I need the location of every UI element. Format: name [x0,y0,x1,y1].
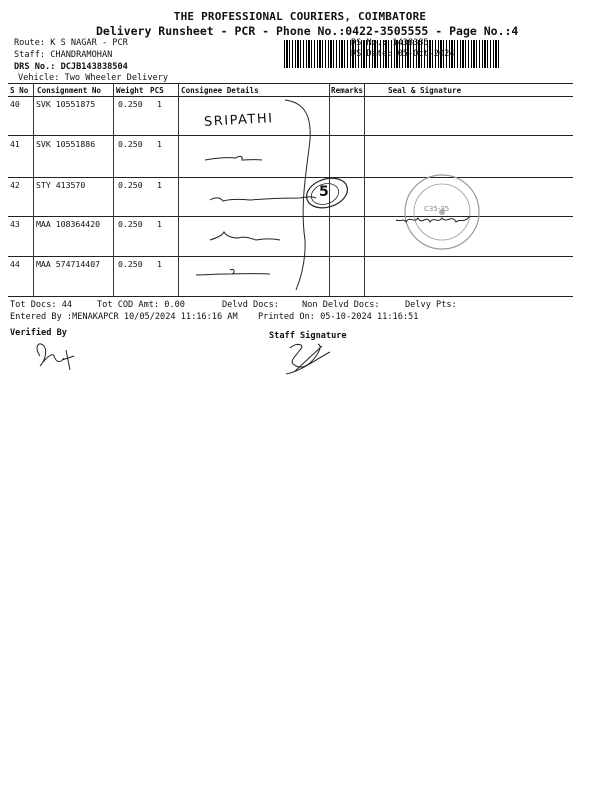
total-docs: Tot Docs: 44 [10,300,73,310]
staff-label: Staff: CHANDRAMOHAN [14,50,113,60]
printed-on: Printed On: 05-10-2024 11:16:51 [258,312,419,322]
company-title: THE PROFESSIONAL COURIERS, COIMBATORE [173,10,427,23]
handwritten-consignee-name: SRIPATHI [203,111,274,130]
row-pcs: 1 [157,259,162,269]
row-weight: 0.250 [118,180,143,190]
verified-by-label: Verified By [10,328,67,338]
row-consignment: MAA 574714407 [36,259,101,269]
row-pcs: 1 [157,180,162,190]
rs-number: RS No.: 1438385 [351,38,429,48]
row-consignment: MAA 108364420 [36,219,101,229]
row-weight: 0.250 [118,259,143,269]
route-label: Route: K S NAGAR - PCR [14,38,128,48]
row-consignment: SVK 10551875 [36,99,96,109]
col-header-sno: S No [10,86,29,95]
col-header-seal: Seal & Signature [388,86,462,95]
row-pcs: 1 [157,99,162,109]
non-delivered-docs: Non Delvd Docs: [302,300,380,310]
row-consignment: SVK 10551886 [36,139,96,149]
row-pcs: 1 [157,219,162,229]
stamp-text: C35-35 [424,205,450,213]
col-header-pcs: PCS [150,86,164,95]
rs-date: RS Date: 05-Oct-2024 [351,49,455,59]
staff-signature-label: Staff Signature [269,331,347,341]
row-consignment: STY 413570 [36,180,86,190]
runsheet-title: Delivery Runsheet - PCR - Phone No.:0422-3505555 - Page No.:4 [96,24,519,38]
row-sno: 43 [10,219,20,229]
col-header-weight: Weight [116,86,144,95]
row-sno: 41 [10,139,20,149]
total-cod-amount: Tot COD Amt: 0.00 [97,300,185,310]
row-sno: 44 [10,259,20,269]
row-weight: 0.250 [118,99,143,109]
col-header-consignee: Consignee Details [181,86,259,95]
col-header-remarks: Remarks [331,86,364,95]
circled-number: 5 [319,184,329,200]
row-sno: 40 [10,99,20,109]
delivered-docs: Delvd Docs: [222,300,279,310]
row-weight: 0.250 [118,139,143,149]
row-weight: 0.250 [118,219,143,229]
row-sno: 42 [10,180,20,190]
entered-by: Entered By :MENAKAPCR 10/05/2024 11:16:16 AM [10,312,238,322]
col-header-consignment: Consignment No [37,86,102,95]
vehicle-label: Vehicle: Two Wheeler Delivery [18,73,169,83]
drs-number: DRS No.: DCJB143838504 [14,62,128,72]
delivery-points: Delvy Pts: [405,300,457,310]
row-pcs: 1 [157,139,162,149]
